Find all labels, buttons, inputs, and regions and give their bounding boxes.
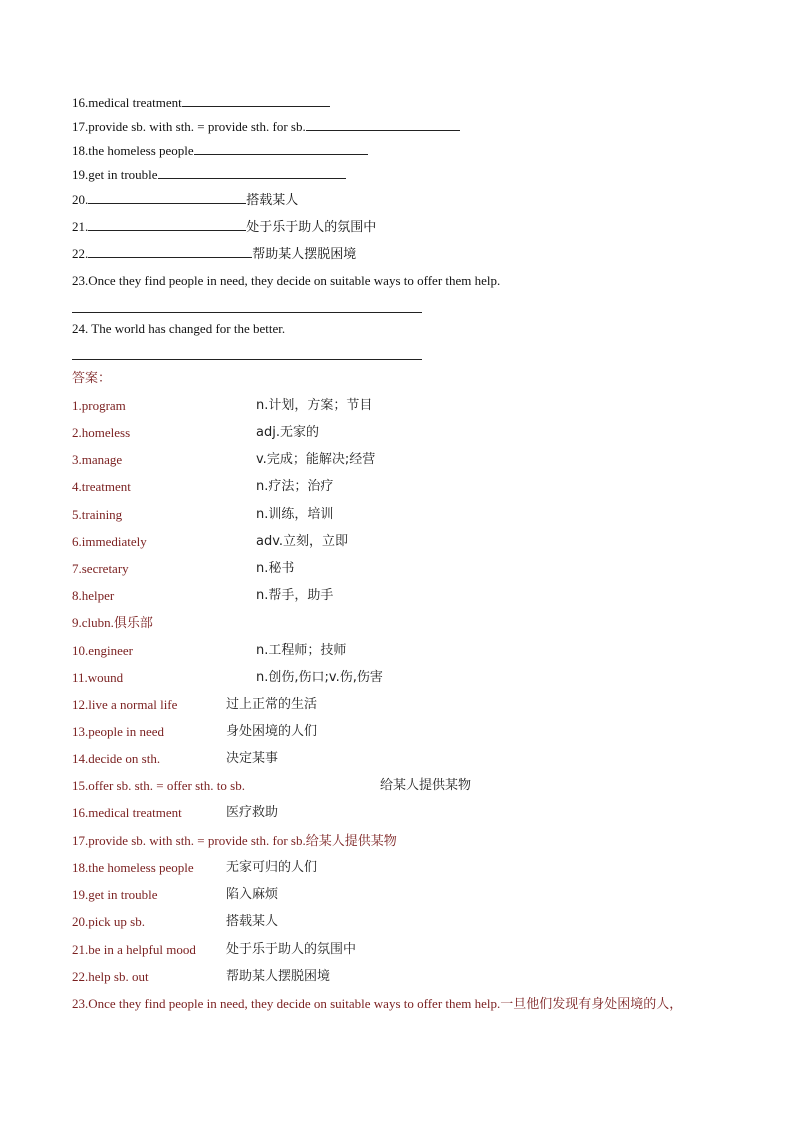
- vocab-answer: 7.secretary n.秘书: [72, 561, 295, 576]
- sentence-answer: 23.Once they find people in need, they decide on suitable ways to offer them help.一旦他们发现有身处困境的人，: [72, 996, 683, 1011]
- exercise-item-16: 16.medical treatment: [72, 94, 330, 112]
- vocab-answer: 3.manage v.完成；能解决;经营: [72, 452, 376, 467]
- answer-blank[interactable]: [194, 142, 368, 155]
- answer-blank[interactable]: [158, 166, 346, 179]
- answer-blank[interactable]: [88, 191, 246, 204]
- phrase-answer: 21.be in a helpful mood 处于乐于助人的氛围中: [72, 942, 357, 957]
- exercise-item-21: 21. 处于乐于助人的氛围中: [72, 219, 377, 235]
- phrase-answer: 13.people in need 身处困境的人们: [72, 724, 318, 739]
- exercise-item-17: 17.provide sb. with sth. = provide sth. for sb.: [72, 118, 460, 136]
- vocab-answer: 1.program n.计划，方案；节目: [72, 398, 373, 413]
- exercise-item-18: 18.the homeless people: [72, 142, 368, 160]
- vocab-answer: 2.homeless adj.无家的: [72, 425, 319, 440]
- vocab-answer: 8.helper n.帮手，助手: [72, 588, 334, 603]
- vocab-answer: 10.engineer n.工程师；技师: [72, 643, 347, 658]
- vocab-answer: 11.wound n.创伤,伤口;v.伤,伤害: [72, 670, 383, 685]
- vocab-answer: 6.immediately adv.立刻，立即: [72, 534, 349, 549]
- vocab-answer: 9.clubn.俱乐部: [72, 615, 153, 630]
- exercise-item-19: 19.get in trouble: [72, 166, 346, 184]
- answers-heading: 答案：: [72, 371, 112, 386]
- phrase-answer: 16.medical treatment 医疗救助: [72, 805, 279, 820]
- vocab-answer: 4.treatment n.疗法；治疗: [72, 479, 334, 494]
- exercise-item-24: 24. The world has changed for the better.: [72, 321, 286, 336]
- translation-answer-line[interactable]: [72, 359, 422, 360]
- exercise-item-20: 20. 搭载某人: [72, 192, 299, 208]
- answer-blank[interactable]: [182, 94, 330, 107]
- phrase-answer: 19.get in trouble 陷入麻烦: [72, 887, 279, 902]
- translation-answer-line[interactable]: [72, 312, 422, 313]
- vocab-answer: 5.training n.训练，培训: [72, 507, 334, 522]
- phrase-answer: 20.pick up sb. 搭载某人: [72, 914, 279, 929]
- phrase-answer: 22.help sb. out 帮助某人摆脱困境: [72, 969, 331, 984]
- answer-blank[interactable]: [306, 118, 460, 131]
- answer-blank[interactable]: [88, 218, 246, 231]
- exercise-item-23: 23.Once they find people in need, they decide on suitable ways to offer them help.: [72, 273, 501, 288]
- exercise-item-22: 22. 帮助某人摆脱困境: [72, 246, 357, 262]
- phrase-answer: 18.the homeless people 无家可归的人们: [72, 860, 318, 875]
- phrase-answer: 14.decide on sth. 决定某事: [72, 751, 279, 766]
- phrase-answer: 15.offer sb. sth. = offer sth. to sb. 给某人提供某物: [72, 778, 472, 793]
- phrase-answer: 12.live a normal life 过上正常的生活: [72, 697, 318, 712]
- phrase-answer: 17.provide sb. with sth. = provide sth. for sb.给某人提供某物: [72, 833, 397, 848]
- answer-blank[interactable]: [88, 245, 252, 258]
